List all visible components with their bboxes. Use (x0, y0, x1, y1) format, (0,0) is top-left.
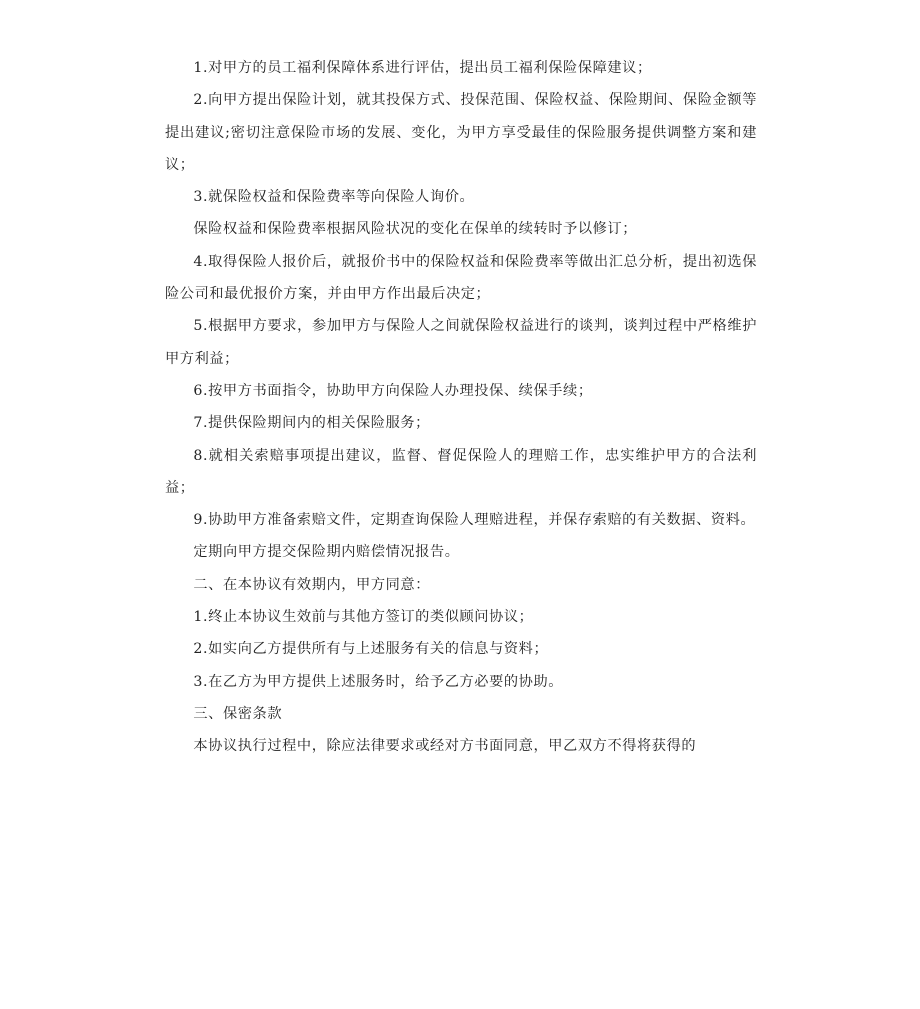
paragraph-service-6: 6.按甲方书面指令，协助甲方向保险人办理投保、续保手续； (193, 382, 593, 399)
paragraph-agree-3: 3.在乙方为甲方提供上述服务时，给予乙方必要的协助。 (193, 673, 564, 690)
document-page (165, 52, 757, 763)
paragraph-service-9: 9.协助甲方准备索赔文件，定期查询保险人理赔进程，并保存索赔的有关数据、资料。 (193, 512, 756, 529)
paragraph-service-7: 7.提供保险期间内的相关保险服务； (193, 415, 430, 432)
paragraph-claims-report: 定期向甲方提交保险期内赔偿情况报告。 (193, 544, 460, 561)
paragraph-service-1: 1.对甲方的员工福利保障体系进行评估，提出员工福利保险保障建议； (193, 60, 652, 76)
section-heading-party-a-agrees: 二、在本协议有效期内，甲方同意： (193, 576, 430, 593)
paragraph-service-4: 4.取得保险人报价后，就报价书中的保险权益和保险费率等做出汇总分析，提出初选保险公司和最优报价方案，并由甲方作出最后决定； (165, 253, 757, 303)
paragraph-service-2: 2.向甲方提出保险计划，就其投保方式、投保范围、保险权益、保险期间、保险金额等提出建议;密切注意保险市场的发展、变化，为甲方享受最佳的保险服务提供调整方案和建议； (165, 92, 757, 173)
paragraph-service-5: 5.根据甲方要求，参加甲方与保险人之间就保险权益进行的谈判，谈判过程中严格维护甲方利益； (165, 318, 757, 367)
paragraph-rate-revision: 保险权益和保险费率根据风险状况的变化在保单的续转时予以修订； (193, 221, 638, 238)
paragraph-service-8: 8.就相关索赔事项提出建议，监督、督促保险人的理赔工作，忠实维护甲方的合法利益； (165, 447, 757, 496)
paragraph-service-3: 3.就保险权益和保险费率等向保险人询价。 (193, 189, 475, 206)
paragraph-agree-1: 1.终止本协议生效前与其他方签订的类似顾问协议； (193, 609, 534, 626)
paragraph-agree-2: 2.如实向乙方提供所有与上述服务有关的信息与资料； (193, 641, 549, 658)
paragraph-confidentiality: 本协议执行过程中，除应法律要求或经对方书面同意，甲乙双方不得将获得的 (193, 738, 697, 755)
section-heading-confidentiality: 三、保密条款 (193, 705, 283, 722)
